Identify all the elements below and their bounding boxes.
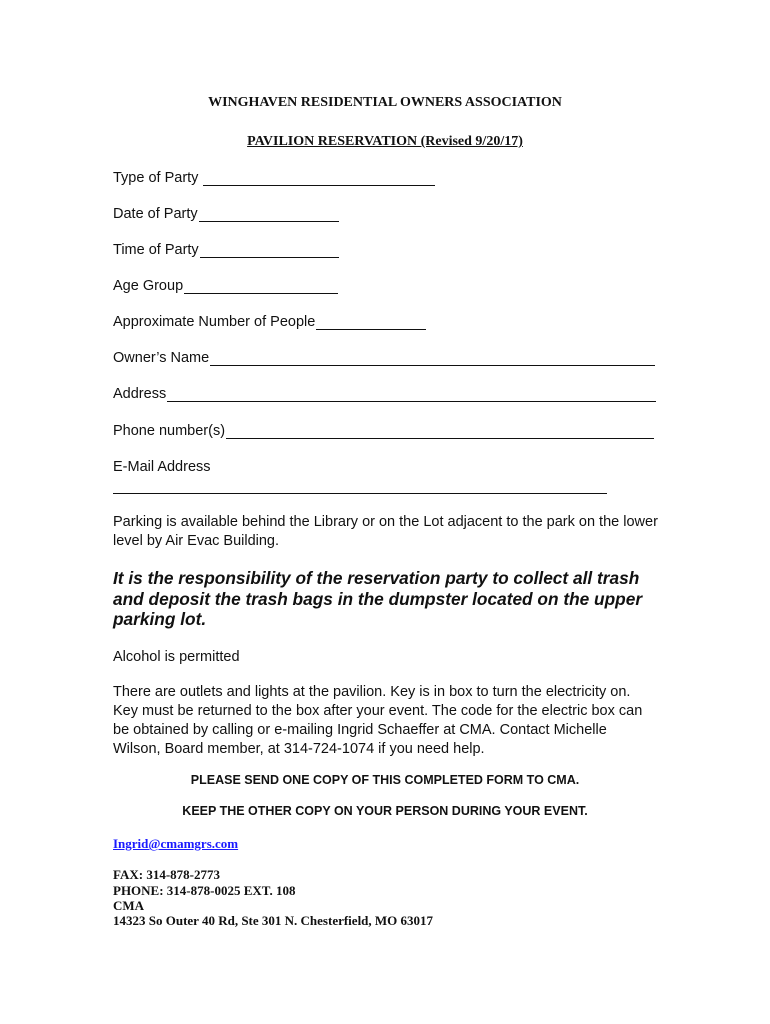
contact-fax: FAX: 314-878-2773 (113, 867, 220, 882)
approx-people-label: Approximate Number of People (113, 314, 316, 330)
keep-copy-instruction: KEEP THE OTHER COPY ON YOUR PERSON DURING YOUR EVENT. (182, 804, 588, 818)
date-of-party-input-line[interactable] (199, 207, 339, 222)
document-subtitle: PAVILION RESERVATION (Revised 9/20/17) (247, 134, 523, 149)
owners-name-input-line[interactable] (210, 351, 655, 366)
email-address-input-line[interactable] (113, 493, 607, 494)
type-of-party-label: Type of Party (113, 170, 199, 186)
address-field (113, 386, 656, 402)
owners-name-label: Owner’s Name (113, 350, 210, 366)
approx-people-input-line[interactable] (316, 315, 426, 330)
address-label: Address (113, 386, 167, 402)
contact-phone: PHONE: 314-878-0025 EXT. 108 (113, 883, 296, 898)
approx-people-field (113, 314, 426, 330)
time-of-party-field (113, 242, 339, 258)
date-of-party-label: Date of Party (113, 206, 198, 222)
contact-email-link[interactable]: Ingrid@cmamgrs.com (113, 836, 239, 851)
phone-numbers-field (113, 423, 654, 439)
phone-numbers-label: Phone number(s) (113, 423, 226, 439)
type-of-party-input-line[interactable] (203, 171, 435, 186)
date-of-party-field (113, 206, 339, 222)
alcohol-paragraph: Alcohol is permitted (113, 649, 240, 665)
phone-numbers-input-line[interactable] (226, 424, 654, 439)
time-of-party-label: Time of Party (113, 242, 199, 258)
type-of-party-field (113, 170, 435, 186)
age-group-label: Age Group (113, 278, 184, 294)
contact-address: 14323 So Outer 40 Rd, Ste 301 N. Chesterfield, MO 63017 (113, 913, 434, 928)
email-address-label: E-Mail Address (113, 459, 211, 475)
address-input-line[interactable] (167, 387, 656, 402)
outlets-paragraph: There are outlets and lights at the pavilion. Key is in box to turn the electricity on. Key must be returned to the box after your event. The code for the electric box can be obtained by calling or e-mailing Ingrid Schaeffer at CMA. Contact Michelle Wilson, Board member, at 314-724-1074 if you need help. (113, 684, 643, 757)
trash-notice: It is the responsibility of the reservation party to collect all trash and deposit the trash bags in the dumpster located on the upper parking lot. (113, 568, 643, 629)
age-group-field (113, 278, 338, 294)
parking-paragraph: Parking is available behind the Library or on the Lot adjacent to the park on the lower level by Air Evac Building. (113, 514, 658, 549)
owners-name-field (113, 350, 655, 366)
send-copy-instruction: PLEASE SEND ONE COPY OF THIS COMPLETED FORM TO CMA. (190, 773, 580, 787)
document-title: WINGHAVEN RESIDENTIAL OWNERS ASSOCIATION (208, 95, 562, 110)
time-of-party-input-line[interactable] (200, 243, 339, 258)
age-group-input-line[interactable] (184, 279, 338, 294)
contact-org: CMA (113, 898, 145, 913)
